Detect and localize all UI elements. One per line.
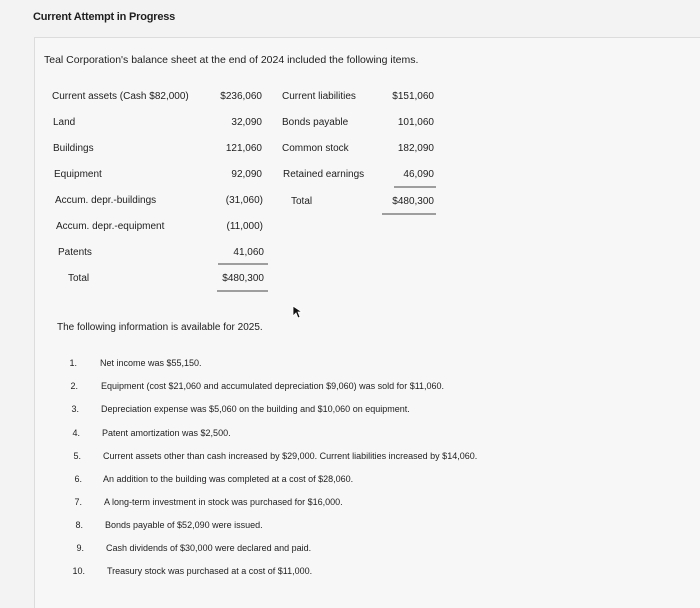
liability-label: Bonds payable xyxy=(282,117,349,128)
item-number: 1. xyxy=(69,358,77,368)
liability-label: Current liabilities xyxy=(282,91,356,102)
asset-value: 92,090 xyxy=(231,169,262,180)
asset-label: Accum. depr.-buildings xyxy=(55,195,157,206)
asset-label: Current assets (Cash $82,000) xyxy=(52,91,189,102)
item-text: Bonds payable of $52,090 were issued. xyxy=(105,520,263,530)
liability-label: Retained earnings xyxy=(283,169,365,180)
item-number: 7. xyxy=(74,497,82,507)
mouse-cursor-icon xyxy=(292,305,304,319)
item-number: 10. xyxy=(72,566,85,576)
page-title: Current Attempt in Progress xyxy=(33,11,176,23)
asset-value: (31,060) xyxy=(225,195,263,206)
asset-value: 41,060 xyxy=(233,247,264,258)
asset-value: 32,090 xyxy=(231,117,262,128)
asset-label: Patents xyxy=(58,247,92,258)
liability-value: 46,090 xyxy=(403,169,434,180)
item-number: 9. xyxy=(76,543,84,553)
asset-label: Accum. depr.-equipment xyxy=(56,221,165,232)
item-number: 8. xyxy=(75,520,83,530)
item-number: 2. xyxy=(70,381,78,391)
total-double-underline xyxy=(382,213,436,215)
asset-label: Land xyxy=(53,117,76,128)
item-text: Equipment (cost $21,060 and accumulated depreciation $9,060) was sold for $11,060. xyxy=(101,381,445,391)
info-heading: The following information is available for 2025. xyxy=(57,322,263,333)
liability-total-label: Total xyxy=(291,196,313,207)
item-text: An addition to the building was completed at a cost of $28,060. xyxy=(103,474,354,484)
asset-value: (11,000) xyxy=(226,221,263,232)
asset-label: Buildings xyxy=(53,143,94,154)
liability-value: 182,090 xyxy=(397,143,434,154)
item-number: 4. xyxy=(72,428,80,438)
asset-total-label: Total xyxy=(68,273,90,284)
total-underline xyxy=(394,186,436,188)
intro-text: Teal Corporation's balance sheet at the end of 2024 included the following items. xyxy=(44,54,419,66)
item-text: Net income was $55,150. xyxy=(100,358,202,368)
item-text: Treasury stock was purchased at a cost of $11,000. xyxy=(107,566,313,576)
total-double-underline xyxy=(217,290,268,292)
item-number: 6. xyxy=(74,474,82,484)
liability-label: Common stock xyxy=(282,143,349,154)
asset-label: Equipment xyxy=(54,169,102,180)
item-text: A long-term investment in stock was purchased for $16,000. xyxy=(104,497,343,507)
item-text: Cash dividends of $30,000 were declared and paid. xyxy=(106,543,312,553)
item-number: 5. xyxy=(73,451,81,461)
asset-total-value: $480,300 xyxy=(222,273,264,284)
asset-value: 121,060 xyxy=(225,143,262,154)
item-text: Patent amortization was $2,500. xyxy=(102,428,231,438)
item-text: Depreciation expense was $5,060 on the building and $10,060 on equipment. xyxy=(101,404,410,414)
liability-total-value: $480,300 xyxy=(392,196,434,207)
asset-value: $236,060 xyxy=(220,91,262,102)
item-number: 3. xyxy=(71,404,79,414)
liability-value: $151,060 xyxy=(392,91,434,102)
item-text: Current assets other than cash increased by $29,000. Current liabilities increased by $14,060. xyxy=(103,451,478,461)
liability-value: 101,060 xyxy=(397,117,434,128)
total-underline xyxy=(218,263,268,265)
